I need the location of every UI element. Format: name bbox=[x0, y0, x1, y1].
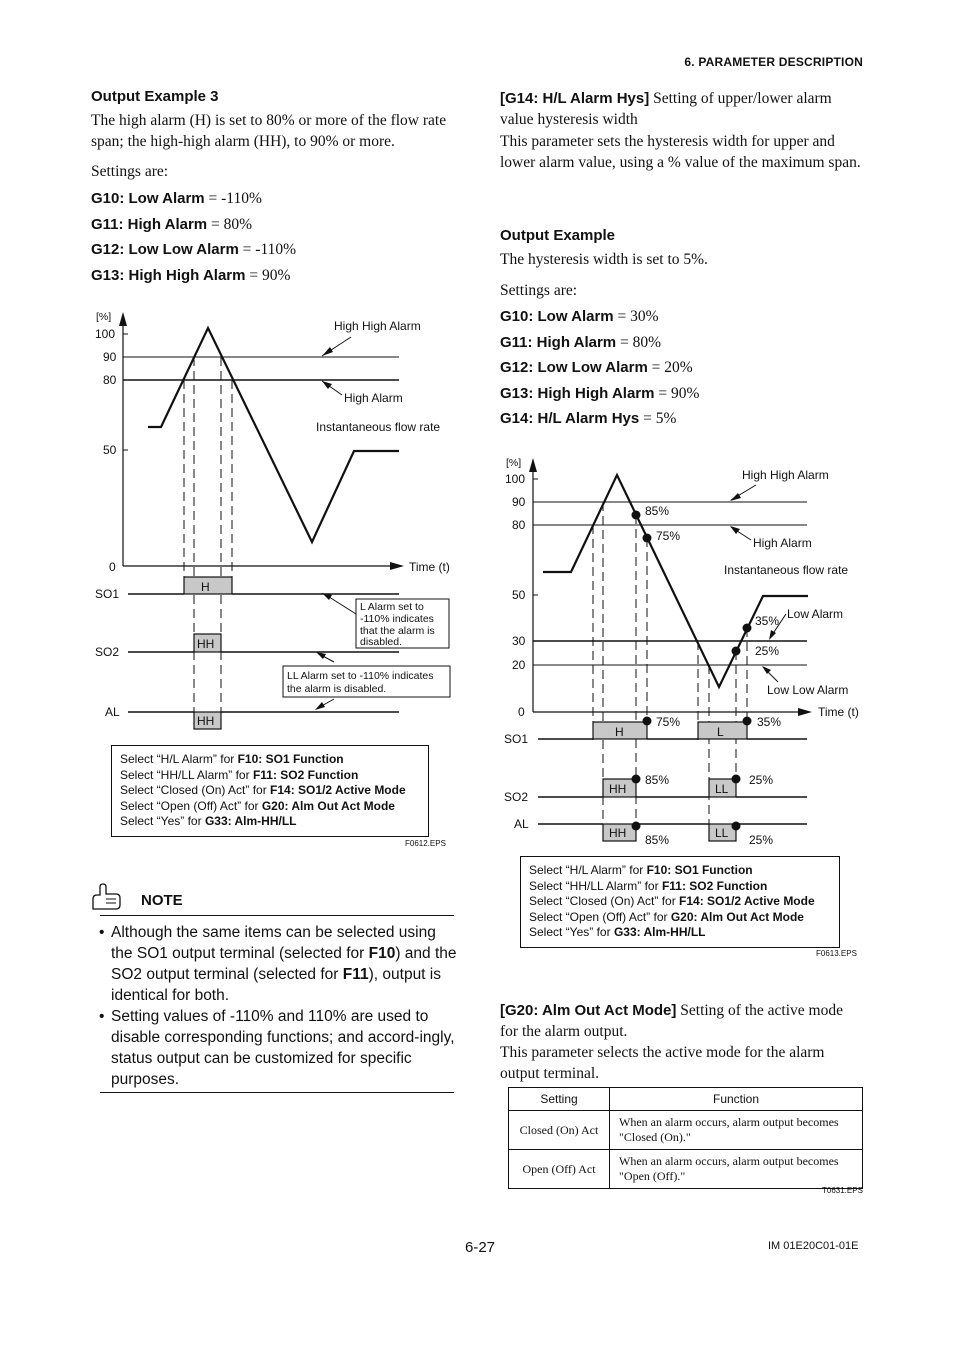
svg-text:F0613.EPS: F0613.EPS bbox=[816, 949, 857, 958]
svg-text:that the alarm is: that the alarm is bbox=[360, 625, 435, 637]
svg-text:SO2: SO2 bbox=[95, 645, 120, 659]
svg-text:Low Alarm: Low Alarm bbox=[787, 607, 844, 621]
note-item-1: • Although the same items can be selected using the SO1 output terminal (selected for F10) and the SO2 output terminal (selected for F11), output is identical for both. bbox=[99, 922, 457, 1006]
svg-text:disabled.: disabled. bbox=[360, 636, 403, 648]
page-number: 6-27 bbox=[465, 1239, 496, 1256]
select-line: Select “Yes” for G33: Alm-HH/LL bbox=[529, 925, 706, 939]
svg-text:35%: 35% bbox=[755, 614, 780, 628]
table-header: Setting bbox=[509, 1088, 610, 1111]
svg-text:LL: LL bbox=[715, 826, 729, 840]
g20-title: [G20: Alm Out Act Mode] bbox=[500, 1002, 677, 1019]
svg-text:HH: HH bbox=[609, 826, 627, 840]
right-select-box bbox=[520, 856, 840, 948]
svg-text:AL: AL bbox=[514, 817, 529, 831]
svg-text:the alarm is disabled.: the alarm is disabled. bbox=[287, 683, 387, 695]
svg-text:SO1: SO1 bbox=[504, 732, 529, 746]
svg-text:SO1: SO1 bbox=[95, 587, 120, 601]
svg-text:Time (t): Time (t) bbox=[818, 705, 859, 719]
svg-text:High Alarm: High Alarm bbox=[753, 536, 812, 550]
g14-body: This parameter sets the hysteresis width for upper and lower alarm value, using a % value of the maximum span. bbox=[500, 133, 861, 171]
svg-text:[%]: [%] bbox=[506, 457, 522, 469]
select-line: Select “Open (Off) Act” for G20: Alm Out Act Mode bbox=[529, 909, 804, 924]
svg-text:LL Alarm set to -110% indicate: LL Alarm set to -110% indicates bbox=[287, 670, 434, 682]
note-hand-icon bbox=[90, 882, 124, 912]
select-line: Select “H/L Alarm” for F10: SO1 Function bbox=[529, 863, 753, 877]
svg-text:L Alarm set to: L Alarm set to bbox=[360, 601, 424, 613]
note-list bbox=[99, 922, 457, 1090]
setting-g14: G14: H/L Alarm Hys = 5% bbox=[500, 410, 677, 427]
svg-text:90: 90 bbox=[512, 495, 526, 509]
select-line: Select “HH/LL Alarm” for F11: SO2 Function bbox=[529, 878, 768, 893]
table-cell: When an alarm occurs, alarm output becomes "Open (Off)." bbox=[610, 1150, 863, 1189]
svg-text:35%: 35% bbox=[757, 715, 782, 729]
svg-text:LL: LL bbox=[715, 782, 729, 796]
svg-text:HH: HH bbox=[197, 637, 215, 651]
table-header-row bbox=[509, 1088, 863, 1111]
y-unit: [%] bbox=[96, 311, 112, 323]
select-line: Select “Open (Off) Act” for G20: Alm Out Act Mode bbox=[120, 798, 395, 813]
svg-text:High High Alarm: High High Alarm bbox=[334, 319, 421, 333]
note-rule-top bbox=[100, 915, 454, 916]
svg-text:AL: AL bbox=[105, 705, 120, 719]
table-file-label: T0631.EPS bbox=[822, 1186, 863, 1195]
svg-text:High Alarm: High Alarm bbox=[344, 391, 403, 405]
select-line: Select “HH/LL Alarm” for F11: SO2 Function bbox=[120, 767, 359, 782]
left-settings bbox=[91, 188, 296, 290]
svg-text:100: 100 bbox=[95, 327, 116, 341]
output-example-3-title: Output Example 3 bbox=[91, 88, 219, 105]
svg-text:H: H bbox=[201, 580, 210, 594]
svg-text:L: L bbox=[717, 725, 724, 739]
select-line: Select “Closed (On) Act” for F14: SO1/2 Active Mode bbox=[529, 894, 815, 908]
select-line: Select “Closed (On) Act” for F14: SO1/2 Active Mode bbox=[120, 783, 406, 797]
svg-text:-110% indicates: -110% indicates bbox=[360, 613, 434, 625]
setting-g12: G12: Low Low Alarm = 20% bbox=[500, 359, 693, 376]
section-header: 6. PARAMETER DESCRIPTION bbox=[684, 55, 863, 69]
svg-text:0: 0 bbox=[109, 560, 116, 574]
svg-text:H: H bbox=[615, 725, 624, 739]
setting-g13: G13: High High Alarm = 90% bbox=[500, 384, 700, 402]
svg-text:50: 50 bbox=[512, 588, 526, 602]
note-item-2: • Setting values of -110% and 110% are used to disable corresponding functions; and accord-ingly, status output can be customized for specific purposes. bbox=[99, 1006, 457, 1090]
svg-text:Time (t): Time (t) bbox=[409, 560, 450, 574]
left-settings-label: Settings are: bbox=[91, 163, 169, 180]
svg-text:Instantaneous flow rate: Instantaneous flow rate bbox=[724, 563, 849, 577]
select-line: Select “H/L Alarm” for F10: SO1 Function bbox=[120, 752, 344, 766]
svg-text:Low Low Alarm: Low Low Alarm bbox=[767, 683, 849, 697]
table-row bbox=[509, 1150, 863, 1189]
svg-text:F0612.EPS: F0612.EPS bbox=[405, 839, 446, 848]
document-id: IM 01E20C01-01E bbox=[768, 1240, 859, 1252]
svg-text:HH: HH bbox=[197, 714, 215, 728]
setting-g10: G10: Low Alarm = -110% bbox=[91, 190, 262, 207]
g20-body: This parameter selects the active mode for the alarm output terminal. bbox=[500, 1044, 825, 1082]
svg-text:85%: 85% bbox=[645, 833, 670, 847]
svg-text:80: 80 bbox=[103, 373, 117, 387]
table-cell: Closed (On) Act bbox=[509, 1111, 610, 1150]
svg-text:25%: 25% bbox=[749, 773, 774, 787]
alarm-mode-table bbox=[508, 1087, 863, 1189]
left-select-box bbox=[111, 745, 429, 837]
svg-text:80: 80 bbox=[512, 518, 526, 532]
setting-g12: G12: Low Low Alarm = -110% bbox=[91, 241, 297, 258]
svg-text:Instantaneous flow rate: Instantaneous flow rate bbox=[316, 420, 441, 434]
svg-text:50: 50 bbox=[103, 443, 117, 457]
note-title: NOTE bbox=[141, 892, 183, 909]
right-settings-label: Settings are: bbox=[500, 282, 578, 299]
table-row bbox=[509, 1111, 863, 1150]
right-intro: The hysteresis width is set to 5%. bbox=[500, 251, 708, 268]
g14-title: [G14: H/L Alarm Hys] bbox=[500, 90, 650, 107]
svg-text:SO2: SO2 bbox=[504, 790, 529, 804]
svg-text:25%: 25% bbox=[755, 644, 780, 658]
setting-g13: G13: High High Alarm = 90% bbox=[91, 266, 291, 284]
svg-text:90: 90 bbox=[103, 350, 117, 364]
setting-g11: G11: High Alarm = 80% bbox=[500, 333, 662, 351]
setting-g10: G10: Low Alarm = 30% bbox=[500, 308, 659, 325]
output-example-title: Output Example bbox=[500, 227, 616, 244]
svg-text:100: 100 bbox=[505, 472, 526, 486]
svg-text:HH: HH bbox=[609, 782, 627, 796]
svg-text:75%: 75% bbox=[656, 715, 681, 729]
table-cell: When an alarm occurs, alarm output becomes "Closed (On)." bbox=[610, 1111, 863, 1150]
note-rule-bottom bbox=[100, 1092, 454, 1093]
svg-text:30: 30 bbox=[512, 634, 526, 648]
svg-text:75%: 75% bbox=[656, 529, 681, 543]
svg-text:85%: 85% bbox=[645, 504, 670, 518]
g20-paragraph: [G20: Alm Out Act Mode] Setting of the active mode for the alarm output. bbox=[500, 1002, 843, 1040]
svg-text:25%: 25% bbox=[749, 833, 774, 847]
select-line: Select “Yes” for G33: Alm-HH/LL bbox=[120, 814, 297, 828]
g14-paragraph: [G14: H/L Alarm Hys] Setting of upper/lower alarm value hysteresis width bbox=[500, 90, 832, 128]
right-settings bbox=[500, 306, 699, 434]
setting-g11: G11: High Alarm = 80% bbox=[91, 215, 253, 233]
table-header: Function bbox=[610, 1088, 863, 1111]
svg-text:0: 0 bbox=[518, 705, 525, 719]
svg-text:20: 20 bbox=[512, 658, 526, 672]
svg-text:High High Alarm: High High Alarm bbox=[742, 468, 829, 482]
svg-text:85%: 85% bbox=[645, 773, 670, 787]
table-cell: Open (Off) Act bbox=[509, 1150, 610, 1189]
left-intro: The high alarm (H) is set to 80% or more of the flow rate span; the high-high alarm (HH), to 90% or more. bbox=[91, 112, 447, 150]
